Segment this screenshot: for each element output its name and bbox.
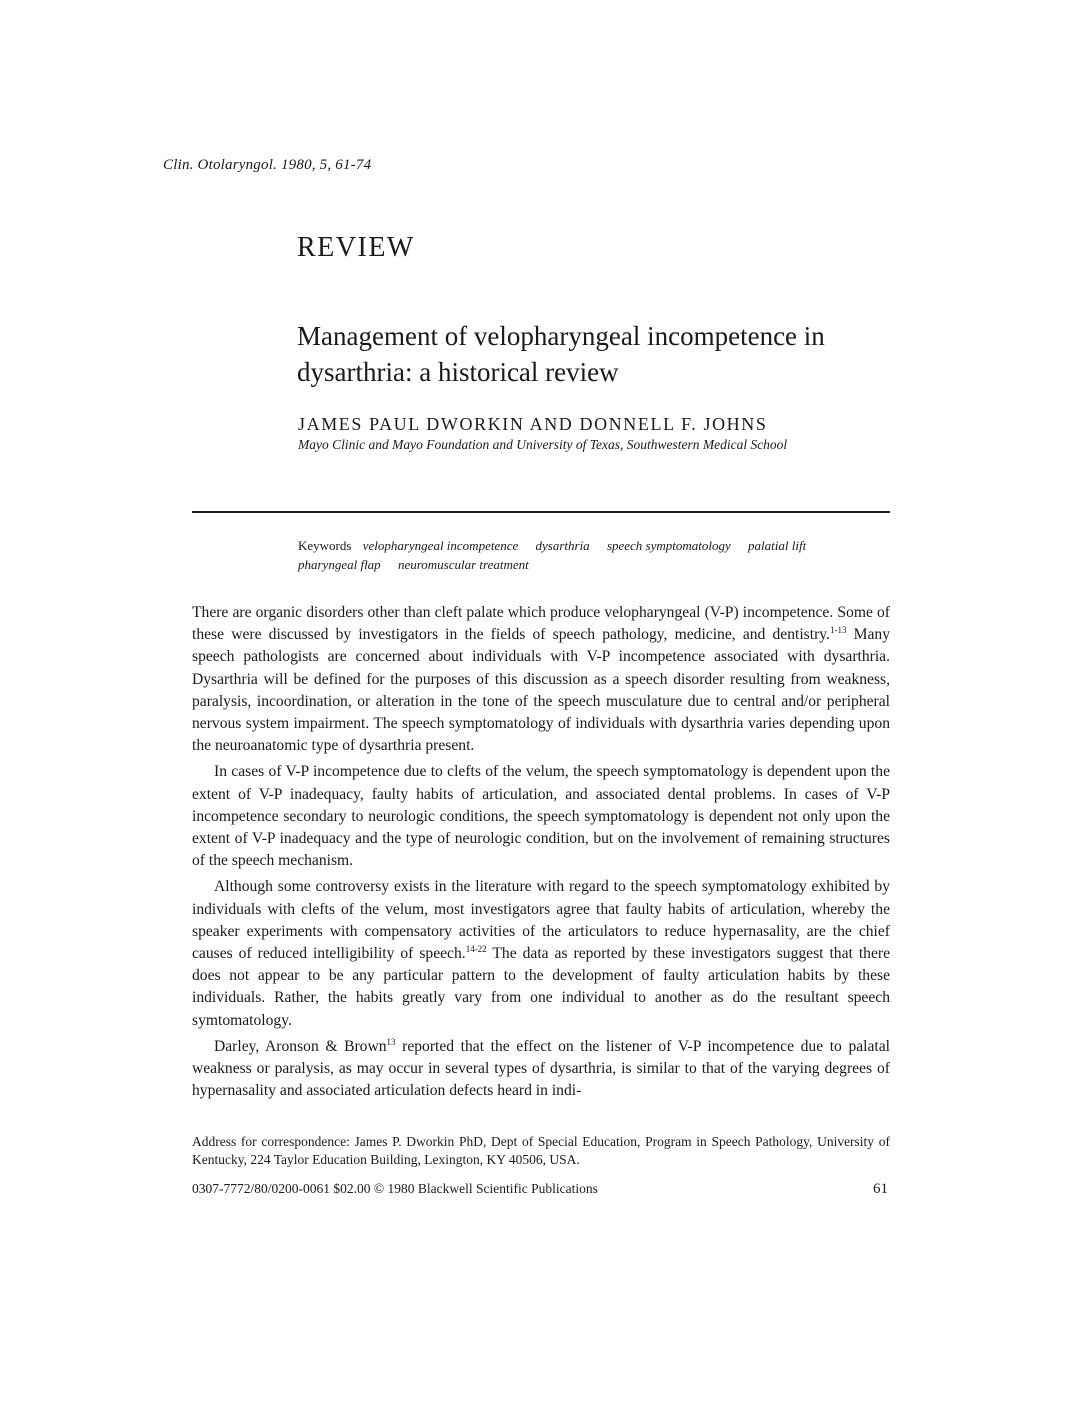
paragraph-text: Although some controversy exists in the literature with regard to the speech symptomatology exhibited by individuals with clefts of the velum, most investigators agree that faulty habits of articulation, whereby the speaker experiments with compensatory activities of the articulators to reduce hypernasality, are the chief causes of reduced intelligibility of speech. [192, 878, 890, 963]
keywords-block [298, 536, 888, 574]
body-paragraph [192, 1036, 890, 1103]
journal-citation: Clin. Otolaryngol. 1980, 5, 61-74 [163, 157, 372, 173]
article-title: Management of velopharyngeal incompetence in dysarthria: a historical review [297, 321, 825, 387]
article-authors: JAMES PAUL DWORKIN AND DONNELL F. JOHNS [298, 414, 768, 434]
keyword-item: neuromuscular treatment [397, 557, 529, 572]
paragraph-text: Many speech pathologists are concerned about individuals with V-P incompetence associated with dysarthria. Dysarthria will be defined for the purposes of this discussion as a speech disorder resulting from weakness, paralysis, incoordination, or alteration in the tone of the speech musculature due to central and/or peripheral nervous system impairment. The speech symptomatology of individuals with dysarthria varies depending upon the neuroanatomic type of dysarthria present. [192, 626, 890, 755]
publication-identifier: 0307-7772/80/0200-0061 $02.00 © 1980 Blackwell Scientific Publications [192, 1181, 598, 1196]
reference-superscript: 13 [386, 1036, 396, 1047]
body-paragraph [192, 876, 890, 1031]
paragraph-text: Darley, Aronson & Brown [214, 1037, 387, 1055]
keywords-label: Keywords [298, 538, 352, 553]
body-paragraph [192, 602, 890, 757]
keyword-item: velopharyngeal incompetence [362, 538, 519, 553]
keyword-item: speech symptomatology [606, 538, 731, 553]
keyword-item: dysarthria [535, 538, 590, 553]
paragraph-text: The data as reported by these investigators suggest that there does not appear to be any particular pattern to the development of faulty articulation habits by these individuals. Rather, the habits greatly vary from one individual to another as do the resultant speech symtomatology. [192, 945, 891, 1029]
reference-superscript: 1-13 [829, 625, 847, 636]
paragraph-text: reported that the effect on the listener of V-P incompetence due to palatal weakness or paralysis, as may occur in several types of dysarthria, is similar to that of the varying degrees of hypernasality and associated articulation defects heard in indi- [192, 1037, 891, 1100]
reference-superscript: 14-22 [465, 944, 487, 955]
correspondence-address: Address for correspondence: James P. Dworkin PhD, Dept of Special Education, Program in Speech Pathology, University of Kentucky, 224 Taylor Education Building, Lexington, KY 40506, USA. [192, 1134, 890, 1167]
body-paragraph: In cases of V-P incompetence due to clefts of the velum, the speech symptomatology is dependent upon the extent of V-P inadequacy, faulty habits of articulation, and associated dental problems. In cases of V-P incompetence secondary to neurologic conditions, the speech symptomatology is dependent not only upon the extent of V-P inadequacy and the type of neurologic condition, but on the involvement of remaining structures of the speech mechanism. [192, 763, 890, 870]
keyword-item: palatial lift [748, 538, 807, 553]
page-number: 61 [873, 1181, 888, 1197]
paragraph-text: There are organic disorders other than cleft palate which produce velopharyngeal (V-P) incompetence. Some of these were discussed by investigators in the fields of speech pathology, medicine, and dentistry. [192, 604, 890, 644]
article-body [192, 602, 890, 1106]
section-label: REVIEW [297, 232, 415, 263]
header-rule [192, 511, 890, 513]
keyword-item: pharyngeal flap [298, 557, 381, 572]
author-affiliation: Mayo Clinic and Mayo Foundation and University of Texas, Southwestern Medical School [298, 437, 788, 452]
